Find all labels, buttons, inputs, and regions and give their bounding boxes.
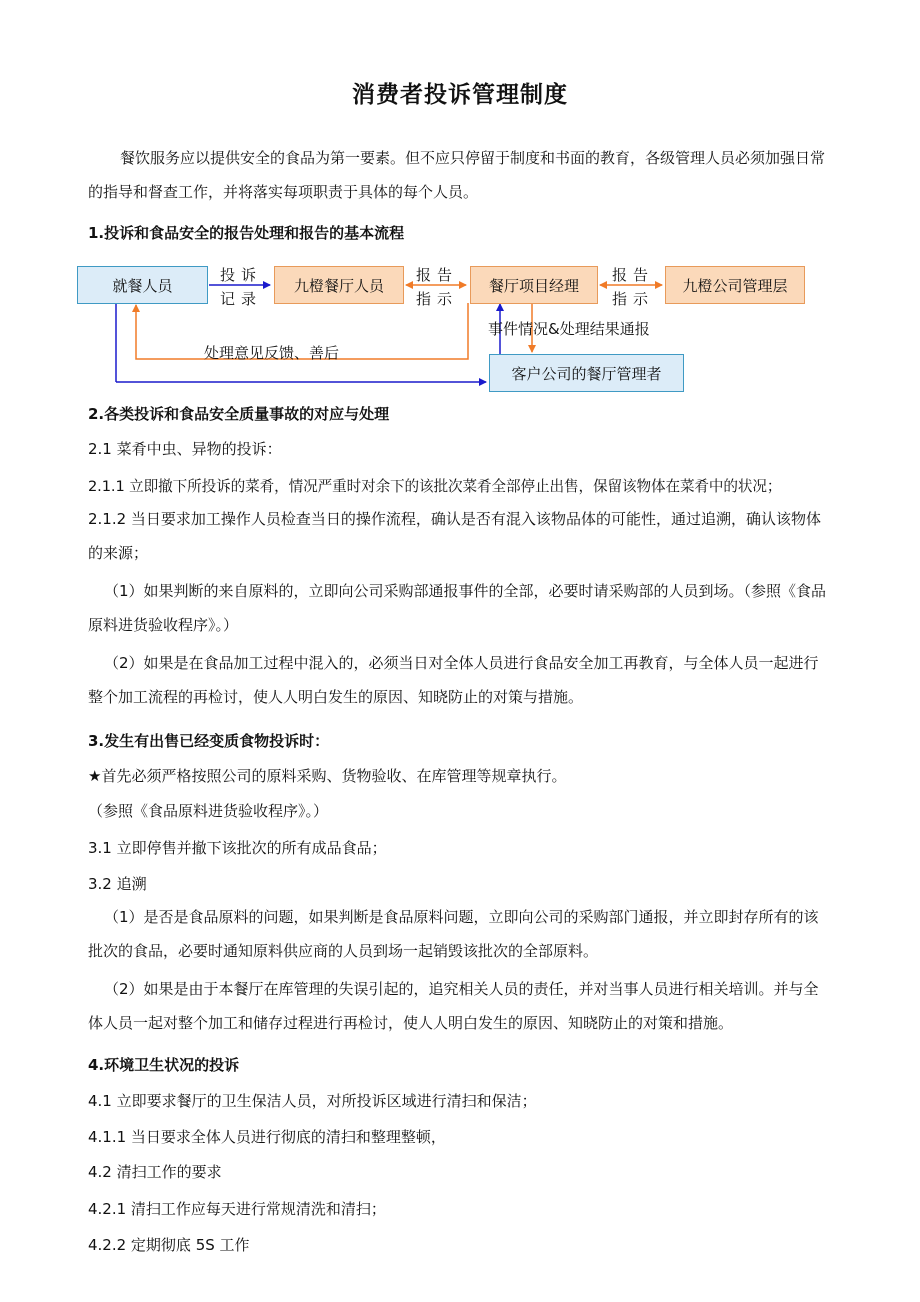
s4-2-1: 4.2.1 清扫工作应每天进行常规清洗和清扫； [88, 1200, 386, 1218]
label-instruct-1: 指示 [416, 290, 459, 308]
box-diner: 就餐人员 [77, 266, 208, 304]
label-report-2: 报告 [612, 266, 655, 284]
s3-star: ★首先必须严格按照公司的原料采购、货物验收、在库管理等规章执行。 [88, 767, 567, 785]
section3-heading: 3.发生有出售已经变质食物投诉时： [88, 732, 330, 750]
s4-1: 4.1 立即要求餐厅的卫生保洁人员，对所投诉区域进行清扫和保洁； [88, 1092, 537, 1110]
s4-1-1: 4.1.1 当日要求全体人员进行彻底的清扫和整理整顿， [88, 1128, 446, 1146]
s2-1-2: 2.1.2 当日要求加工操作人员检查当日的操作流程，确认是否有混入该物品体的可能性，通过追溯，确认该物体的来源； [88, 510, 821, 562]
intro-paragraph: 餐饮服务应以提供安全的食品为第一要素。但不应只停留于制度和书面的教育，各级管理人员必须加强日常的指导和督查工作，并将落实每项职责于具体的每个人员。 [88, 149, 826, 201]
box-staff: 九橙餐厅人员 [274, 266, 404, 304]
s3-item-2: （2）如果是由于本餐厅在库管理的失误引起的，追究相关人员的责任，并对当事人员进行相关培训。并与全体人员一起对整个加工和储存过程进行再检讨，使人人明白发生的原因、知晓防止的对策和措施。 [88, 980, 819, 1032]
section4-heading: 4.环境卫生状况的投诉 [88, 1056, 240, 1074]
document-title: 消费者投诉管理制度 [352, 82, 568, 108]
s2-item-1: （1）如果判断的来自原料的，立即向公司采购部通报事件的全部，必要时请采购部的人员到场。（参照《食品原料进货验收程序》。） [88, 582, 827, 634]
s2-1-1: 2.1.1 立即撤下所投诉的菜肴，情况严重时对余下的该批次菜肴全部停止出售，保留该物体在菜肴中的状况； [88, 478, 782, 495]
s3-item-1: （1）是否是食品原料的问题，如果判断是食品原料问题，立即向公司的采购部门通报，并立即封存所有的该批次的食品，必要时通知原料供应商的人员到场一起销毁该批次的全部原料。 [88, 908, 819, 960]
s2-item-2: （2）如果是在食品加工过程中混入的，必须当日对全体人员进行食品安全加工再教育，与全体人员一起进行整个加工流程的再检讨，使人人明白发生的原因、知晓防止的对策与措施。 [88, 654, 819, 706]
s3-2: 3.2 追溯 [88, 875, 147, 893]
s2-1: 2.1 菜肴中虫、异物的投诉： [88, 440, 282, 458]
label-notice: 事件情况&处理结果通报 [488, 320, 650, 338]
s3-1: 3.1 立即停售并撤下该批次的所有成品食品； [88, 839, 387, 857]
section2-heading: 2.各类投诉和食品安全质量事故的对应与处理 [88, 405, 390, 423]
label-complain: 投诉 [220, 266, 263, 284]
label-instruct-2: 指示 [612, 290, 655, 308]
s4-2: 4.2 清扫工作的要求 [88, 1163, 222, 1181]
flow-diagram [70, 258, 850, 398]
s4-2-2: 4.2.2 定期彻底 5S 工作 [88, 1236, 250, 1254]
label-report-1: 报告 [416, 266, 459, 284]
label-record: 记录 [220, 290, 263, 308]
s3-ref: （参照《食品原料进货验收程序》。） [88, 802, 329, 820]
box-company: 九橙公司管理层 [665, 266, 805, 304]
box-manager: 餐厅项目经理 [470, 266, 598, 304]
label-feedback: 处理意见反馈、善后 [204, 344, 340, 362]
box-client: 客户公司的餐厅管理者 [489, 354, 684, 392]
section1-heading: 1.投诉和食品安全的报告处理和报告的基本流程 [88, 224, 405, 242]
